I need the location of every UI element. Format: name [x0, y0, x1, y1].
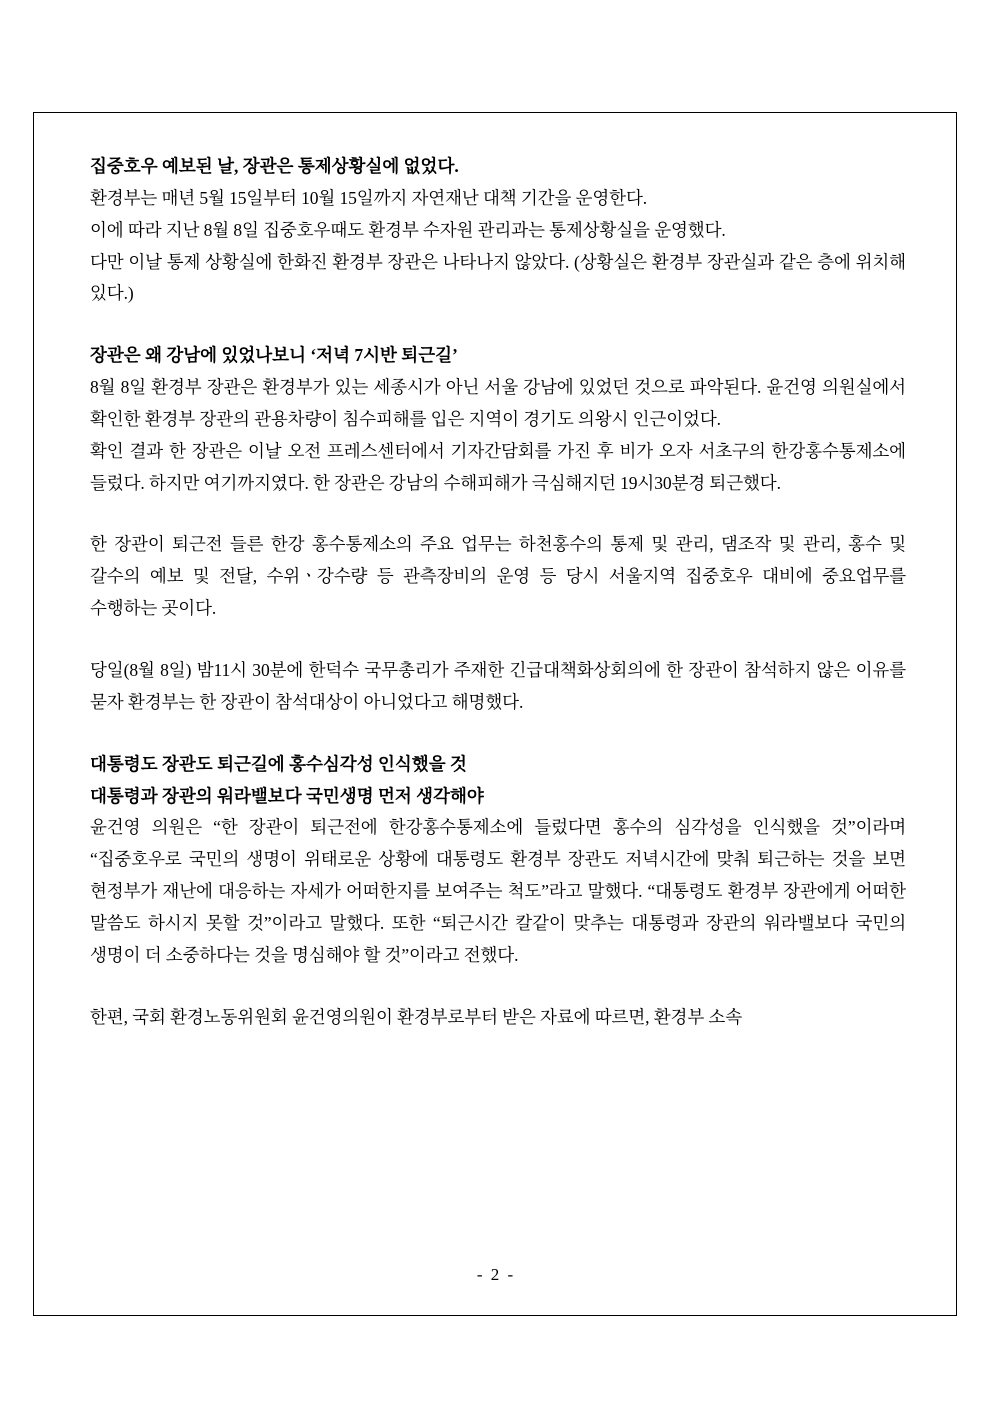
- section-3-subheading: 대통령과 장관의 워라밸보다 국민생명 먼저 생각해야: [90, 785, 484, 806]
- section-3-paragraph-2: 한편, 국회 환경노동위원회 윤건영의원이 환경부로부터 받은 자료에 따르면, 환경부 소속: [90, 1006, 743, 1027]
- spacer: [90, 625, 906, 655]
- spacer: [90, 310, 906, 340]
- section-2-heading: 장관은 왜 강남에 있었나보니 ‘저녁 7시반 퇴근길’: [90, 345, 458, 366]
- document-body: [90, 151, 906, 1033]
- section-1-paragraph-1: 환경부는 매년 5월 15일부터 10월 15일까지 자연재난 대책 기간을 운영한다.: [90, 187, 648, 208]
- page-number: - 2 -: [476, 1265, 516, 1284]
- spacer: [90, 499, 906, 529]
- section-1-paragraph-3: 다만 이날 통제 상황실에 한화진 환경부 장관은 나타나지 않았다. (상황실은 환경부 장관실과 같은 층에 위치해 있다.): [90, 251, 906, 304]
- section-1-paragraph-2: 이에 따라 지난 8월 8일 집중호우때도 환경부 수자원 관리과는 통제상황실을 운영했다.: [90, 219, 726, 240]
- section-3-paragraph-1: 윤건영 의원은 “한 장관이 퇴근전에 한강홍수통제소에 들렀다면 홍수의 심각성을 인식했을 것”이라며 “집중호우로 국민의 생명이 위태로운 상황에 대통령도 환경부 장관도 저녁시간에 맞춰 퇴근하는 것을 보면 현정부가 재난에 대응하는 자세가 어떠한지를 보여주는 척도”라고 말했다. “대통령도 환경부 장관에게 어떠한 말씀도 하시지 못할 것”이라고 말했다. 또한 “퇴근시간 칼같이 맞추는 대통령과 장관의 워라밸보다 국민의 생명이 더 소중하다는 것을 명심해야 할 것”이라고 전했다.: [90, 817, 906, 965]
- section-3-heading: 대통령도 장관도 퇴근길에 홍수심각성 인식했을 것: [90, 753, 467, 774]
- document-page: [33, 112, 957, 1316]
- section-2-paragraph-4: 당일(8월 8일) 밤11시 30분에 한덕수 국무총리가 주재한 긴급대책화상회의에 한 장관이 참석하지 않은 이유를 묻자 환경부는 한 장관이 참석대상이 아니었다고 해명했다.: [90, 659, 906, 712]
- section-2-paragraph-2: 확인 결과 한 장관은 이날 오전 프레스센터에서 기자간담회를 가진 후 비가 오자 서초구의 한강홍수통제소에 들렀다. 하지만 여기까지였다. 한 장관은 강남의 수해피해가 극심해지던 19시30분경 퇴근했다.: [90, 440, 906, 493]
- spacer: [90, 719, 906, 749]
- section-2-paragraph-3: 한 장관이 퇴근전 들른 한강 홍수통제소의 주요 업무는 하천홍수의 통제 및 관리, 댐조작 및 관리, 홍수 및 갈수의 예보 및 전달, 수위ㆍ강수량 등 관측장비의 운영 등 당시 서울지역 집중호우 대비에 중요업무를 수행하는 곳이다.: [90, 534, 906, 619]
- spacer: [90, 972, 906, 1002]
- section-1-heading: 집중호우 예보된 날, 장관은 통제상황실에 없었다.: [90, 156, 459, 176]
- section-2-paragraph-1: 8월 8일 환경부 장관은 환경부가 있는 세종시가 아닌 서울 강남에 있었던 것으로 파악된다. 윤건영 의원실에서 확인한 환경부 장관의 관용차량이 침수피해를 입은 지역이 경기도 의왕시 인근이었다.: [90, 377, 906, 429]
